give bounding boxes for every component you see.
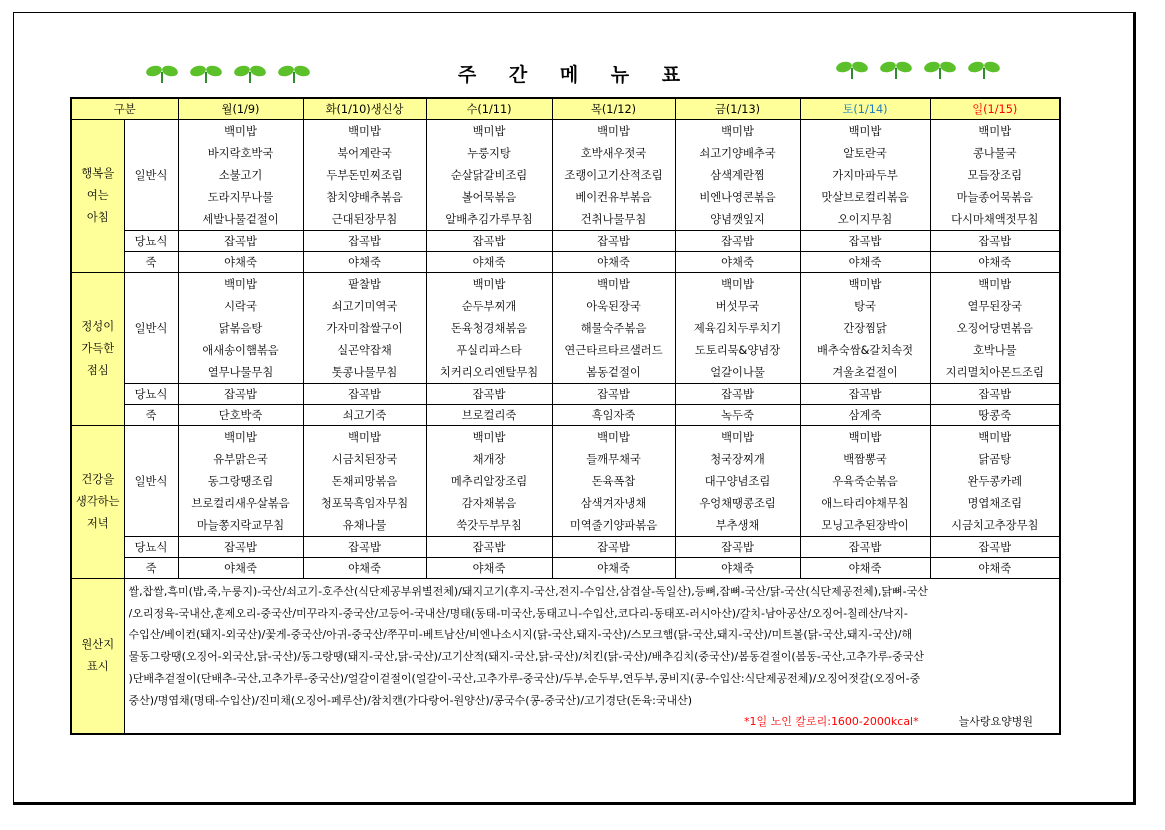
menu-item: 얼갈이나물 xyxy=(710,365,765,379)
menu-item: 우엉채땡콩조림 xyxy=(699,496,776,510)
menu-item: 바지락호박국 xyxy=(207,146,274,160)
porridge-menu-cell: 야채죽 xyxy=(930,558,1060,579)
diabetic-menu-cell: 잡곡밥 xyxy=(675,384,800,405)
sprout-icon xyxy=(879,58,913,80)
porridge-menu-cell: 야채죽 xyxy=(675,252,800,273)
diabetic-label: 당뇨식 xyxy=(124,231,178,252)
diabetic-menu-cell: 잡곡밥 xyxy=(930,537,1060,558)
menu-item: 근대된장무침 xyxy=(331,212,398,226)
header-category: 구분 xyxy=(71,98,178,120)
diabetic-menu-cell: 잡곡밥 xyxy=(178,384,303,405)
day-label: 수(1/11) xyxy=(466,103,512,116)
general-menu-cell xyxy=(303,120,426,231)
general-menu-cell xyxy=(800,273,930,384)
origin-label-cell xyxy=(71,579,124,734)
day-label: 일(1/15) xyxy=(972,103,1018,116)
menu-item: 세발나물겉절이 xyxy=(202,212,279,226)
menu-item: 겨울초겉절이 xyxy=(832,365,898,379)
menu-item: 시락국 xyxy=(224,299,257,313)
origin-line: )단배추겉절이(단배추-국산,고추가루-중국산)/얼갈이겉절이(얼갈이-국산,고추가루-중국산)/두부,순두부,연두부,콩비지(콩-수입산:식단제공전체)/오징어젓갈(오징어-중 xyxy=(128,671,921,685)
meal-label-line: 정성이 xyxy=(81,320,115,333)
general-menu-cell xyxy=(800,120,930,231)
header-day xyxy=(303,98,426,120)
sprout-icon xyxy=(145,62,179,84)
general-label: 일반식 xyxy=(124,426,178,537)
meal-name-cell xyxy=(71,273,124,426)
menu-item: 열무된장국 xyxy=(967,299,1023,313)
menu-item: 볼어묵볶음 xyxy=(461,190,517,204)
general-menu-cell xyxy=(552,426,675,537)
general-menu-cell xyxy=(426,120,552,231)
menu-item: 삼색계란찜 xyxy=(710,168,765,182)
menu-item: 백미밥 xyxy=(848,430,882,444)
menu-item: 순두부찌개 xyxy=(461,299,517,313)
origin-line: 중산)/명엽채(명태-수입산)/진미채(오징어-페루산)/참치캔(가다랑어-원양산)/콩국수(콩-중국산)/고기경단(돈육:국내산) xyxy=(128,693,692,707)
porridge-menu-cell: 야채죽 xyxy=(426,252,552,273)
header-day xyxy=(552,98,675,120)
menu-item: 돈육청경채볶음 xyxy=(450,321,528,335)
menu-item: 베이컨유부볶음 xyxy=(575,190,652,204)
menu-item: 쇠고기미역국 xyxy=(331,299,398,313)
day-label: 화(1/10)생신상 xyxy=(325,103,404,116)
menu-item: 도토리묵&양념장 xyxy=(694,343,781,357)
origin-label-line: 표시 xyxy=(86,659,109,673)
menu-item: 백미밥 xyxy=(597,124,630,138)
menu-item: 건취나물무침 xyxy=(580,212,647,226)
menu-item: 백미밥 xyxy=(472,277,506,291)
general-menu-cell xyxy=(303,273,426,384)
menu-item: 실곤약잡채 xyxy=(337,343,392,357)
menu-item: 소불고기 xyxy=(218,168,263,182)
menu-item: 시금치고추장무침 xyxy=(951,518,1039,532)
menu-item: 양념깻잎지 xyxy=(710,212,765,226)
menu-item: 닭볶음탕 xyxy=(218,321,263,335)
menu-item: 애새송이햄볶음 xyxy=(202,343,279,357)
sprout-decoration-left xyxy=(145,62,311,84)
porridge-label: 죽 xyxy=(124,558,178,579)
porridge-menu-cell: 야채죽 xyxy=(800,252,930,273)
diabetic-menu-cell: 잡곡밥 xyxy=(800,537,930,558)
header-day xyxy=(426,98,552,120)
general-menu-cell xyxy=(426,273,552,384)
menu-item: 누룽지탕 xyxy=(467,146,511,160)
menu-item: 오이지무침 xyxy=(837,212,893,226)
menu-item: 백미밥 xyxy=(224,277,257,291)
menu-item: 닭곰탕 xyxy=(978,452,1012,466)
menu-item: 오징어당면볶음 xyxy=(956,321,1033,335)
menu-item: 백미밥 xyxy=(721,277,754,291)
origin-line: 수입산/베이컨(돼지-외국산)/꽃게-중국산/아귀-중국산/쭈꾸미-베트남산/비엔나소시지(닭-국산,돼지-국산)/스모크햄(닭-국산,돼지-국산)/미트볼(닭-국산,돼지-국산)/해 xyxy=(128,628,913,642)
diabetic-menu-cell: 잡곡밥 xyxy=(552,384,675,405)
origin-footer xyxy=(129,711,1056,733)
general-label: 일반식 xyxy=(124,273,178,384)
menu-item: 백미밥 xyxy=(848,124,882,138)
menu-item: 아욱된장국 xyxy=(586,299,641,313)
diabetic-menu-cell: 잡곡밥 xyxy=(800,231,930,252)
menu-item: 메추리알장조림 xyxy=(450,474,528,488)
diabetic-menu-cell: 잡곡밥 xyxy=(675,537,800,558)
menu-item: 참치양배추볶음 xyxy=(326,190,403,204)
menu-item: 감자채볶음 xyxy=(461,496,517,510)
menu-item: 시금치된장국 xyxy=(331,452,398,466)
menu-item: 청포묵흑임자무침 xyxy=(320,496,409,510)
porridge-menu-cell: 흑임자죽 xyxy=(552,405,675,426)
menu-item: 미역줄기양파볶음 xyxy=(569,518,658,532)
sprout-icon xyxy=(277,62,311,84)
meal-label-line: 여는 xyxy=(86,189,109,202)
diabetic-menu-cell: 잡곡밥 xyxy=(178,537,303,558)
day-label: 토(1/14) xyxy=(842,103,888,116)
day-label: 금(1/13) xyxy=(714,103,761,116)
origin-line: /오리정육-국내산,훈제오리-중국산/미꾸라지-중국산/고등어-국내산/명태(동태-미국산,동태고니-수입산,코다리-동태포-러시아산)/갈치-남아공산/오징어-칠레산/낙지- xyxy=(128,606,908,620)
menu-item: 들깨무채국 xyxy=(586,452,641,466)
porridge-menu-cell: 단호박죽 xyxy=(178,405,303,426)
general-menu-cell xyxy=(178,273,303,384)
menu-item: 브로컬리새우살볶음 xyxy=(191,496,290,510)
sprout-decoration-right xyxy=(835,58,1001,80)
meal-label-line: 행복을 xyxy=(81,167,115,180)
menu-item: 지리멸치아몬드조림 xyxy=(945,365,1044,379)
menu-item: 우육죽순볶음 xyxy=(832,474,898,488)
meal-label-line: 저녁 xyxy=(86,517,109,530)
general-menu-cell xyxy=(178,426,303,537)
general-menu-cell xyxy=(675,426,800,537)
menu-item: 유채나물 xyxy=(342,518,387,532)
menu-item: 가지마파두부 xyxy=(832,168,898,182)
header-day xyxy=(800,98,930,120)
menu-item: 백미밥 xyxy=(224,430,257,444)
general-menu-cell xyxy=(675,120,800,231)
general-menu-cell xyxy=(930,120,1060,231)
menu-item: 열무나물무침 xyxy=(207,365,274,379)
general-menu-cell xyxy=(552,273,675,384)
menu-item: 백미밥 xyxy=(978,430,1012,444)
menu-item: 비엔나영콘볶음 xyxy=(699,190,776,204)
menu-item: 연근타르타르샐러드 xyxy=(564,343,663,357)
diabetic-menu-cell: 잡곡밥 xyxy=(426,231,552,252)
general-menu-cell xyxy=(178,120,303,231)
menu-item: 채개장 xyxy=(472,452,506,466)
menu-item: 삼색겨자냉채 xyxy=(580,496,647,510)
porridge-menu-cell: 땅콩죽 xyxy=(930,405,1060,426)
menu-item: 봄동겉절이 xyxy=(586,365,641,379)
porridge-menu-cell: 야채죽 xyxy=(930,252,1060,273)
sprout-icon xyxy=(835,58,869,80)
menu-item: 알토란국 xyxy=(843,146,887,160)
header-day xyxy=(930,98,1060,120)
menu-item: 백미밥 xyxy=(472,430,506,444)
menu-item: 명엽채조림 xyxy=(967,496,1023,510)
origin-text-cell xyxy=(124,579,1060,734)
menu-item: 마늘쫑지락교무침 xyxy=(196,518,285,532)
menu-item: 조랭이고기산적조림 xyxy=(564,168,663,182)
sprout-icon xyxy=(233,62,267,84)
menu-item: 돈육폭찹 xyxy=(591,474,636,488)
porridge-menu-cell: 야채죽 xyxy=(426,558,552,579)
menu-item: 청국장찌개 xyxy=(710,452,765,466)
menu-item: 다시마채액젓무침 xyxy=(951,212,1039,226)
general-label: 일반식 xyxy=(124,120,178,231)
origin-line: 쌀,찹쌀,흑미(밥,죽,누룽지)-국산/쇠고기-호주산(식단제공부위별전체)/돼지고기(후지-국산,전지-수입산,삼겹살-독일산),등뼈,잡뼈-국산/닭-국산(식단제공전체),닭뼈-국산 xyxy=(128,585,928,598)
porridge-menu-cell: 녹두죽 xyxy=(675,405,800,426)
porridge-menu-cell: 야채죽 xyxy=(552,558,675,579)
header-day xyxy=(675,98,800,120)
menu-item: 탕국 xyxy=(854,299,876,313)
header-day xyxy=(178,98,303,120)
diabetic-menu-cell: 잡곡밥 xyxy=(426,537,552,558)
sprout-icon xyxy=(189,62,223,84)
menu-item: 팥찰밥 xyxy=(348,277,381,291)
menu-item: 애느타리야채무침 xyxy=(821,496,909,510)
menu-item: 두부돈민찌조림 xyxy=(326,168,403,182)
diabetic-menu-cell: 잡곡밥 xyxy=(303,537,426,558)
menu-item: 백미밥 xyxy=(348,430,381,444)
menu-item: 쇠고기양배추국 xyxy=(699,146,776,160)
menu-item: 마늘종어묵볶음 xyxy=(956,190,1033,204)
menu-item: 간장찜닭 xyxy=(843,321,887,335)
diabetic-menu-cell: 잡곡밥 xyxy=(178,231,303,252)
menu-item: 백미밥 xyxy=(472,124,506,138)
diabetic-menu-cell: 잡곡밥 xyxy=(930,384,1060,405)
menu-item: 백미밥 xyxy=(721,430,754,444)
menu-item: 백미밥 xyxy=(597,430,630,444)
day-label: 월(1/9) xyxy=(221,103,260,116)
menu-item: 모닝고추된장박이 xyxy=(821,518,909,532)
menu-item: 백미밥 xyxy=(978,124,1012,138)
porridge-menu-cell: 삼계죽 xyxy=(800,405,930,426)
menu-item: 치커리오리엔탈무침 xyxy=(439,365,539,379)
diabetic-menu-cell: 잡곡밥 xyxy=(552,537,675,558)
menu-item: 도라지무나물 xyxy=(207,190,274,204)
hospital-name: 늘사랑요양병원 xyxy=(958,715,1034,729)
diabetic-menu-cell: 잡곡밥 xyxy=(800,384,930,405)
menu-item: 푸실리파스타 xyxy=(456,343,522,357)
porridge-menu-cell: 야채죽 xyxy=(178,252,303,273)
diabetic-label: 당뇨식 xyxy=(124,384,178,405)
menu-item: 호박나물 xyxy=(972,343,1017,357)
origin-line: 물동그랑땡(오징어-외국산,닭-국산)/동그랑땡(돼지-국산,닭-국산)/고기산적(돼지-국산,닭-국산)/치킨(닭-국산)/배추김치(중국산)/봄동겉절이(봄동-국산,고추가루-중국산 xyxy=(128,650,925,664)
porridge-menu-cell: 야채죽 xyxy=(552,252,675,273)
menu-item: 톳콩나물무침 xyxy=(331,365,398,379)
general-menu-cell xyxy=(552,120,675,231)
meal-name-cell xyxy=(71,426,124,579)
origin-label-line: 원산지 xyxy=(81,637,115,651)
sprout-icon xyxy=(923,58,957,80)
menu-item: 북어계란국 xyxy=(337,146,392,160)
general-menu-cell xyxy=(930,426,1060,537)
diabetic-menu-cell: 잡곡밥 xyxy=(675,231,800,252)
porridge-menu-cell: 브로컬리죽 xyxy=(426,405,552,426)
menu-item: 백미밥 xyxy=(721,124,754,138)
menu-item: 모듬장조림 xyxy=(967,168,1023,182)
menu-item: 백미밥 xyxy=(848,277,882,291)
diabetic-label: 당뇨식 xyxy=(124,537,178,558)
meal-name-cell xyxy=(71,120,124,273)
general-menu-cell xyxy=(800,426,930,537)
menu-item: 가자미찹쌀구이 xyxy=(326,321,403,335)
general-menu-cell xyxy=(426,426,552,537)
porridge-menu-cell: 야채죽 xyxy=(800,558,930,579)
meal-label-line: 건강을 xyxy=(81,473,115,486)
diabetic-menu-cell: 잡곡밥 xyxy=(552,231,675,252)
menu-item: 배추숙쌈&갈치속젓 xyxy=(816,343,914,357)
diabetic-menu-cell: 잡곡밥 xyxy=(303,384,426,405)
day-label: 목(1/12) xyxy=(590,103,637,116)
meal-label-line: 생각하는 xyxy=(75,495,120,508)
menu-item: 백미밥 xyxy=(978,277,1012,291)
porridge-menu-cell: 쇠고기죽 xyxy=(303,405,426,426)
porridge-menu-cell: 야채죽 xyxy=(303,558,426,579)
menu-item: 콩나물국 xyxy=(972,146,1017,160)
menu-item: 알배추김가루무침 xyxy=(445,212,533,226)
menu-item: 백미밥 xyxy=(224,124,257,138)
menu-item: 쑥갓두부무침 xyxy=(456,518,522,532)
menu-item: 제육김치두루치기 xyxy=(693,321,782,335)
page-title: 주 간 메 뉴 표 xyxy=(457,64,683,86)
menu-item: 완두콩카레 xyxy=(967,474,1023,488)
menu-item: 버섯무국 xyxy=(715,299,760,313)
general-menu-cell xyxy=(303,426,426,537)
menu-item: 동그랑땡조림 xyxy=(207,474,274,488)
menu-item: 해물숙주볶음 xyxy=(580,321,647,335)
menu-item: 돈채피망볶음 xyxy=(331,474,398,488)
diabetic-menu-cell: 잡곡밥 xyxy=(426,384,552,405)
porridge-label: 죽 xyxy=(124,252,178,273)
diabetic-menu-cell: 잡곡밥 xyxy=(303,231,426,252)
porridge-menu-cell: 야채죽 xyxy=(303,252,426,273)
menu-item: 맛살브로컬리볶음 xyxy=(821,190,909,204)
menu-item: 백미밥 xyxy=(597,277,630,291)
menu-item: 호박새우젓국 xyxy=(580,146,647,160)
meal-label-line: 점심 xyxy=(86,364,109,377)
menu-item: 백짬뽕국 xyxy=(843,452,887,466)
diabetic-menu-cell: 잡곡밥 xyxy=(930,231,1060,252)
menu-item: 대구양념조림 xyxy=(704,474,771,488)
menu-item: 부추생채 xyxy=(715,518,760,532)
porridge-menu-cell: 야채죽 xyxy=(675,558,800,579)
weekly-menu-table xyxy=(70,97,1061,735)
menu-item: 순살닭갈비조림 xyxy=(450,168,528,182)
calorie-note: *1일 노인 칼로리:1600-2000kcal* xyxy=(743,715,919,729)
menu-item: 백미밥 xyxy=(348,124,381,138)
porridge-menu-cell: 야채죽 xyxy=(178,558,303,579)
porridge-label: 죽 xyxy=(124,405,178,426)
general-menu-cell xyxy=(675,273,800,384)
sprout-icon xyxy=(967,58,1001,80)
menu-item: 유부맑은국 xyxy=(213,452,268,466)
meal-label-line: 아침 xyxy=(86,211,109,224)
meal-label-line: 가득한 xyxy=(81,342,115,355)
general-menu-cell xyxy=(930,273,1060,384)
